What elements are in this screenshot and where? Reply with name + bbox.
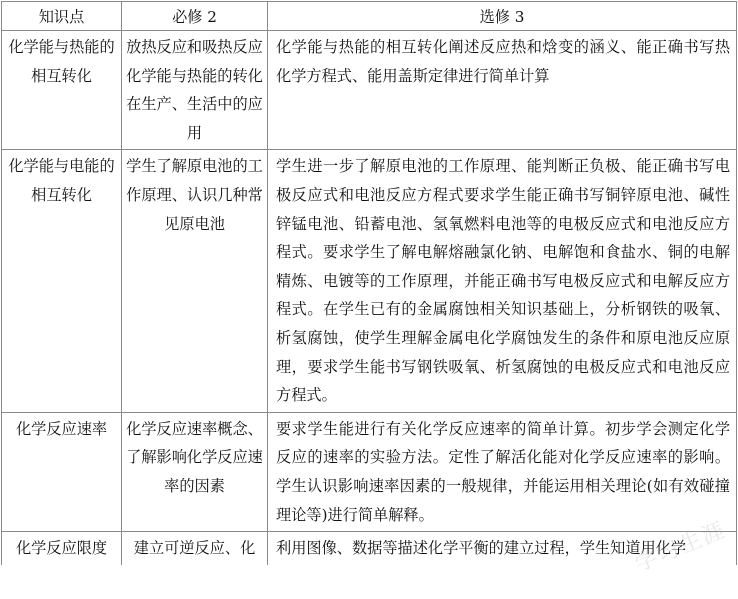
header-elective-3: 选修 3 [268,2,737,31]
table-row [2,31,737,150]
elective-3-cell: 学生进一步了解原电池的工作原理、能判断正负极、能正确书写电极反应式和电池反应方程式要求学生能正确书写铜锌原电池、碱性锌锰电池、铅蓄电池、氢氧燃料电池等的电极反应式和电池反应方程式。要求学生了解电解熔融氯化钠、电解饱和食盐水、铜的电解精炼、电镀等的工作原理，并能正确书写电极反应式和电解反应方程式。在学生已有的金属腐蚀相关知识基础上，分析钢铁的吸氧、析氢腐蚀，使学生理解金属电化学腐蚀发生的条件和原电池反应原理，要求学生能书写钢铁吸氧、析氢腐蚀的电极反应式和电池反应方程式。 [268,150,737,412]
table-row [2,532,737,565]
elective-3-cell: 要求学生能进行有关化学反应速率的简单计算。初步学会测定化学反应的速率的实验方法。定性了解活化能对化学反应速率的影响。学生认识影响速率因素的一般规律，并能运用相关理论(如有效碰撞理论等)进行简单解释。 [268,412,737,531]
compulsory-2-cell: 建立可逆反应、化 [122,532,268,565]
header-row [2,2,737,31]
header-compulsory-2: 必修 2 [122,2,268,31]
topic-cell: 化学反应限度 [2,532,122,565]
compulsory-2-cell: 学生了解原电池的工作原理、认识几种常见原电池 [122,150,268,412]
topic-cell: 化学能与热能的相互转化 [2,31,122,150]
elective-3-cell: 利用图像、数据等描述化学平衡的建立过程，学生知道用化学 [268,532,737,565]
table-row [2,150,737,412]
header-knowledge-point: 知识点 [2,2,122,31]
compulsory-2-cell: 放热反应和吸热反应化学能与热能的转化在生产、生活中的应用 [122,31,268,150]
compulsory-2-cell: 化学反应速率概念、了解影响化学反应速率的因素 [122,412,268,531]
topic-cell: 化学反应速率 [2,412,122,531]
watermark: 学习生涯 [631,517,730,577]
elective-3-cell: 化学能与热能的相互转化阐述反应热和焓变的涵义、能正确书写热化学方程式、能用盖斯定律进行简单计算 [268,31,737,150]
curriculum-comparison-table [1,1,737,565]
topic-cell: 化学能与电能的相互转化 [2,150,122,412]
table-row [2,412,737,531]
